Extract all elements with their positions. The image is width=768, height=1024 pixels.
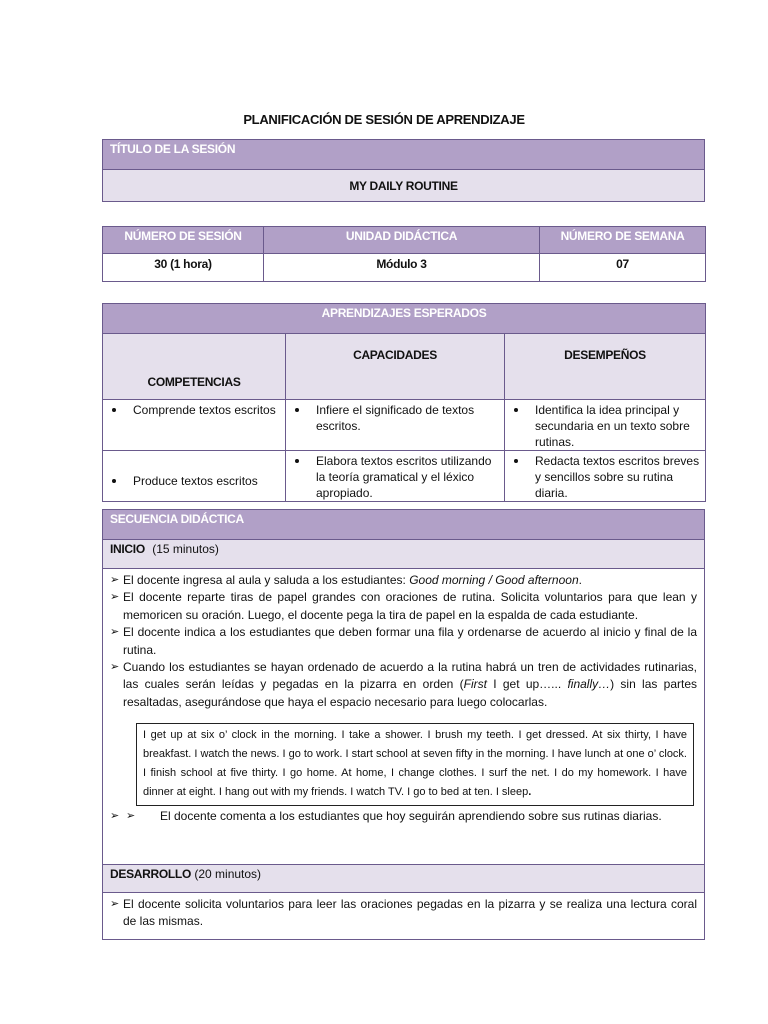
value-didactic-unit: Módulo 3	[264, 254, 540, 282]
inicio-list	[103, 569, 704, 806]
document-title: PLANIFICACIÓN DE SESIÓN DE APRENDIZAJE	[243, 112, 525, 127]
inicio-item: ➢ El docente indica a los estudiantes que deben formar una fila y ordenarse de acuerdo al inicio y final de la rutina.	[110, 625, 697, 657]
arrow-bullet-icon: ➢	[110, 810, 120, 823]
session-title-table	[102, 139, 705, 202]
header-week-number: NÚMERO DE SEMANA	[540, 227, 706, 254]
arrow-bullet-icon: ➢	[110, 661, 120, 674]
session-title-value: MY DAILY ROUTINE	[103, 170, 705, 202]
competencia-item: Produce textos escritos	[103, 473, 285, 489]
routine-text-box: I get up at six o’ clock in the morning. I take a shower. I brush my teeth. I get dressed. At six thirty, I have breakfast. I watch the news. I go to work. I start school at seven fifty in the morning. I have lunch at one o’ clock. I finish school at five thirty. I go home. At home, I change clothes. I surf the net. I do my homework. I have dinner at eight. I hang out with my friends. I watch TV. I go to bed at ten. I sleep.	[136, 723, 694, 806]
inicio-closing-item	[103, 806, 704, 833]
desempeno-item: Identifica la idea principal y secundaria en un texto sobre rutinas.	[505, 402, 705, 450]
arrow-bullet-icon: ➢	[110, 591, 120, 604]
desarrollo-label: DESARROLLO	[110, 867, 192, 881]
col-desempenos: DESEMPEÑOS	[505, 334, 706, 400]
desarrollo-item: ➢ El docente solicita voluntarios para leer las oraciones pegadas en la pizarra y se realiza una lectura coral de las mismas.	[110, 897, 697, 929]
session-info-table	[102, 226, 706, 282]
sequence-header: SECUENCIA DIDÁCTICA	[103, 510, 705, 540]
header-didactic-unit: UNIDAD DIDÁCTICA	[264, 227, 540, 254]
arrow-bullet-icon: ➢	[110, 574, 120, 586]
col-competencias: COMPETENCIAS	[103, 334, 286, 400]
desarrollo-list	[103, 893, 704, 931]
inicio-duration: (15 minutos)	[152, 542, 219, 556]
capacidad-item: Infiere el significado de textos escritos.	[286, 402, 504, 434]
expected-learning-header: APRENDIZAJES ESPERADOS	[103, 304, 706, 334]
desarrollo-duration: (20 minutos)	[194, 867, 262, 881]
inicio-item: ➢ Cuando los estudiantes se hayan ordenado de acuerdo a la rutina habrá un tren de actividades rutinarias, las cuales serán leídas y pegadas en la pizarra en orden (First I get up…... finally…) sin las partes resaltadas, asegurándose que haya el espacio necesario para luego colocarlas.	[110, 660, 698, 709]
arrow-bullet-icon: ➢	[126, 810, 136, 823]
inicio-item: ➢ El docente reparte tiras de papel grandes con oraciones de rutina. Solicita voluntarios para que lean y memoricen su oración. Luego, el docente pega la tira de papel en la espalda de cada estudiante.	[110, 590, 697, 622]
inicio-item: ➢ El docente ingresa al aula y saluda a los estudiantes: Good morning / Good afternoon.	[110, 572, 697, 589]
inicio-closing-text: El docente comenta a los estudiantes que hoy seguirán aprendiendo sobre sus rutinas diarias.	[160, 809, 662, 824]
inicio-label: INICIO	[110, 542, 145, 556]
capacidad-item: Elabora textos escritos utilizando la teoría gramatical y el léxico apropiado.	[286, 453, 504, 501]
arrow-bullet-icon: ➢	[110, 626, 120, 639]
arrow-bullet-icon: ➢	[110, 898, 120, 910]
desempeno-item: Redacta textos escritos breves y sencillos sobre su rutina diaria.	[505, 453, 705, 501]
col-capacidades: CAPACIDADES	[286, 334, 505, 400]
value-week-number: 07	[540, 254, 706, 282]
didactic-sequence-table	[102, 509, 705, 940]
competencia-item: Comprende textos escritos	[103, 402, 285, 418]
header-session-number: NÚMERO DE SESIÓN	[103, 227, 264, 254]
value-session-number: 30 (1 hora)	[103, 254, 264, 282]
session-title-label: TÍTULO DE LA SESIÓN	[103, 140, 705, 170]
expected-learning-table	[102, 303, 706, 502]
